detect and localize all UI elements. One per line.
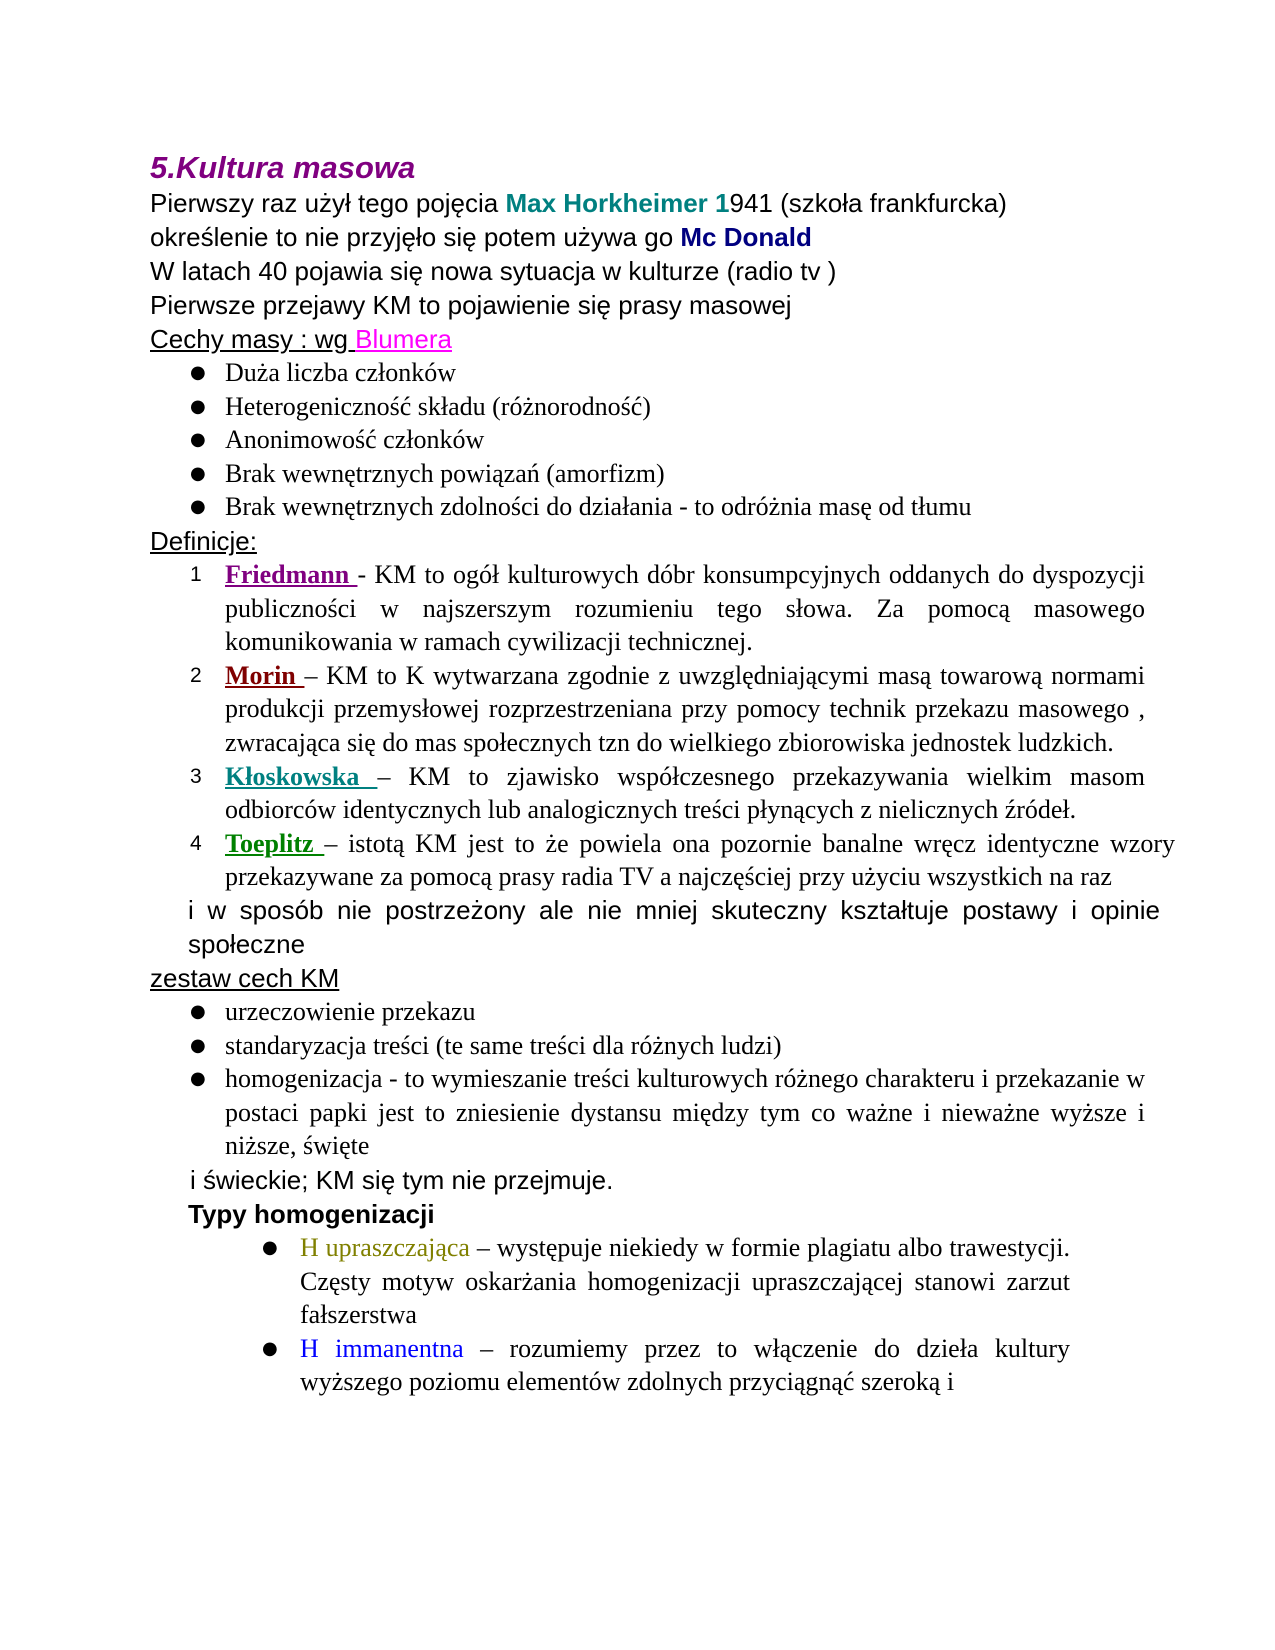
- definicje-list: [150, 558, 1176, 894]
- intro-line-2: określenie to nie przyjęło się potem używa go Mc Donald: [150, 222, 812, 252]
- typy-heading: Typy homogenizacji: [188, 1199, 435, 1230]
- bullet-icon: ●: [190, 1068, 206, 1090]
- page-title: 5.Kultura masowa: [150, 150, 416, 185]
- friedmann-name: Friedmann: [225, 559, 358, 589]
- blumer-name: Blumera: [355, 324, 452, 354]
- list-item: ● Heterogeniczność składu (różnorodność): [150, 390, 1160, 424]
- zestaw-heading: zestaw cech KM: [150, 963, 340, 994]
- zestaw-list: [150, 995, 1160, 1163]
- definition-item: 3 Kłoskowska – KM to zjawisko współczesnego przekazywania wielkim masom odbiorców identycznych lub analogicznych treści płynących z nielicznych źródeł.: [190, 761, 1145, 825]
- bullet-icon: ●: [190, 1001, 206, 1023]
- bullet-icon: ●: [190, 429, 206, 451]
- bullet-icon: ●: [190, 395, 206, 417]
- h-immanentna-name: H immanentna: [300, 1333, 464, 1363]
- list-item: ● urzeczowienie przekazu: [150, 995, 1160, 1029]
- list-item: ● Anonimowość członków: [150, 423, 1160, 457]
- bullet-icon: ●: [190, 362, 206, 383]
- toeplitz-name: Toeplitz: [225, 828, 325, 858]
- typy-list: [150, 1231, 1160, 1399]
- bullet-icon: ●: [190, 1034, 206, 1056]
- cechy-heading: Cechy masy : wg Blumera: [150, 324, 452, 354]
- definition-item: 1 Friedmann - KM to ogół kulturowych dóbr konsumpcyjnych oddanych do dyspozycji publiczności w najszerszym rozumieniu tego słowa. Za pomocą masowego komunikowania w ramach cywilizacji technicznej.: [190, 559, 1146, 657]
- bullet-icon: ●: [190, 496, 206, 518]
- h-upraszczajaca-name: H upraszczająca: [300, 1233, 470, 1263]
- definition-item: 2 Morin – KM to K wytwarzana zgodnie z uwzględniającymi masą towarową normami produkcji przemysłowej rozprzestrzeniana przy pomocy technik przekazu masowego , zwracająca się do mas społecznych tzn do wielkiego zbiorowiska jednostek ludzkich.: [190, 660, 1146, 757]
- morin-name: Morin: [225, 660, 305, 690]
- list-item: ● Brak wewnętrznych powiązań (amorfizm): [150, 457, 1160, 491]
- zestaw-continuation: i świeckie; KM się tym nie przejmuje.: [190, 1165, 614, 1196]
- intro-line-4: Pierwsze przejawy KM to pojawienie się prasy masowej: [150, 290, 792, 320]
- intro-line-1: Pierwszy raz użył tego pojęcia Max Horkheimer 1941 (szkoła frankfurcka): [150, 188, 1007, 218]
- list-item: ● Brak wewnętrznych zdolności do działania - to odróżnia masę od tłumu: [150, 490, 1160, 524]
- list-item: ● H upraszczająca – występuje niekiedy w formie plagiatu albo trawestycji. Częsty motyw oskarżania homogenizacji upraszczającej stanowi zarzut fałszerstwa: [262, 1233, 1070, 1330]
- bullet-icon: ●: [262, 1337, 278, 1359]
- list-item: ● homogenizacja - to wymieszanie treści kulturowych różnego charakteru i przekazanie w postaci papki jest to zniesienie dystansu między tym co ważne i nieważne wyższe i niższe, święte: [190, 1064, 1145, 1161]
- bullet-icon: ●: [262, 1237, 278, 1259]
- intro-line-3: W latach 40 pojawia się nowa sytuacja w kulturze (radio tv ): [150, 256, 837, 286]
- horkheimer-name: Max Horkheimer: [505, 188, 708, 218]
- list-item: ● Duża liczba członków: [150, 356, 1160, 390]
- cechy-list: [150, 356, 1160, 524]
- mcdonald-name: Mc Donald: [680, 222, 812, 252]
- kloskowska-name: Kłoskowska: [225, 761, 378, 791]
- definition-item: 4 Toeplitz – istotą KM jest to że powiela ona pozornie banalne wręcz identyczne wzory przekazywane za pomocą prasy radia TV a najczęściej przy użyciu wszystkich na raz: [190, 828, 1176, 892]
- definicje-heading: Definicje:: [150, 525, 257, 556]
- bullet-icon: ●: [190, 462, 206, 484]
- definicje-continuation: i w sposób nie postrzeżony ale nie mniej skuteczny kształtuje postawy i opinie społeczne: [188, 894, 1160, 959]
- list-item: ● standaryzacja treści (te same treści dla różnych ludzi): [150, 1029, 1160, 1063]
- list-item: ● H immanentna – rozumiemy przez to włączenie do dzieła kultury wyższego poziomu elementów zdolnych przyciągnąć szeroką i: [262, 1333, 1070, 1397]
- document-page: [150, 150, 1176, 1399]
